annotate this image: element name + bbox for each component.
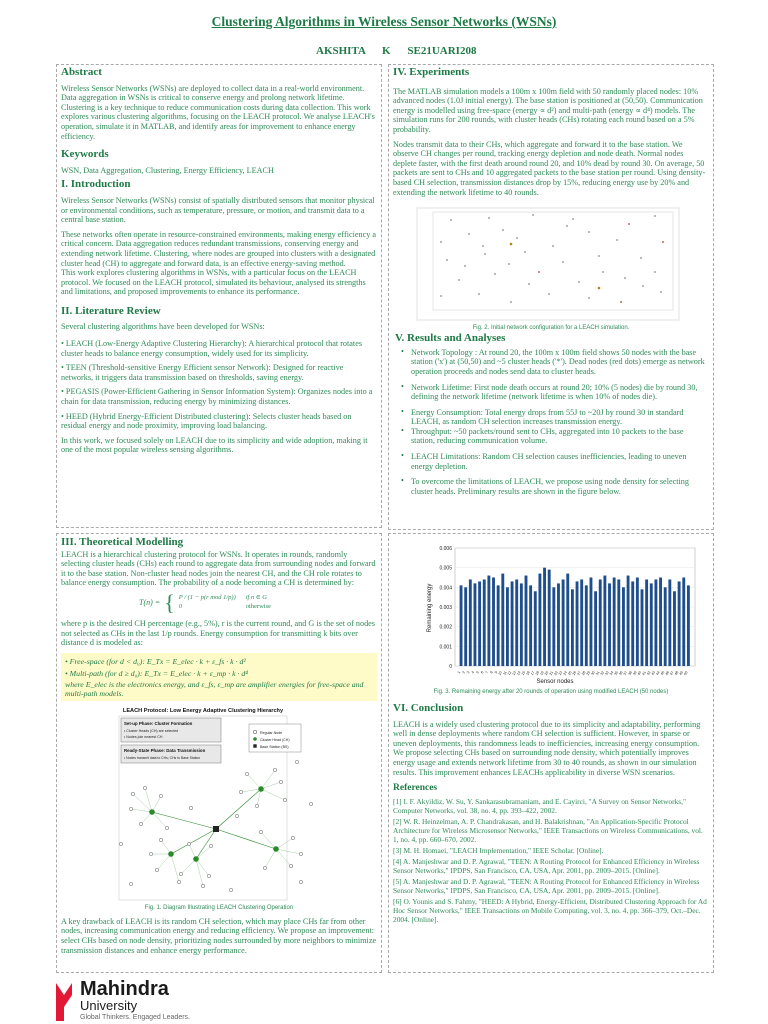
references-list <box>393 797 709 924</box>
cluster-head-icon <box>149 809 155 815</box>
chart-xtick-label: 32 <box>599 670 606 676</box>
author-name: AKSHITA K <box>316 45 391 57</box>
plot2-node-point <box>616 239 618 241</box>
chart-bar <box>631 581 634 666</box>
lit-item-heed: • HEED (Hybrid Energy-Efficient Distributed clustering): Selects cluster heads based on residual energy and node proximity, improving load balancing. <box>61 411 352 431</box>
chart-xtick-label: 16 <box>525 670 531 676</box>
reference-item: [3] M. H. Homaei, "LEACH Implementation," IEEE Scholar. [Online]. <box>393 845 604 855</box>
result-throughput: • Throughput: ~50 packets/round sent to CHs, aggregated into 10 packets to the base station, reducing communication volume. <box>401 427 709 446</box>
chart-bar <box>576 581 579 666</box>
reference-item: [2] W. R. Heinzelman, A. P. Chandrakasan, and H. Balakrishnan, "An Application-Specific Protocol Architecture for Wireless Microsensor Networks," IEEE Transactions on Wireless Communications, vol. 1, no. 4, pp. 660–670, 2002. <box>393 816 703 844</box>
equation-cond2: otherwise <box>245 603 272 611</box>
regular-node-icon <box>279 780 282 783</box>
legend-regular-node: Regular Node <box>260 730 283 735</box>
chart-xtick-label: 23 <box>557 670 564 676</box>
chart-bar <box>664 587 667 666</box>
plot2-node-point <box>510 301 512 303</box>
poster-title: Clustering Algorithms in Wireless Sensor Networks (WSNs) <box>211 14 557 29</box>
experiments-heading: IV. Experiments <box>393 66 470 78</box>
chart-xtick-label: 36 <box>618 670 624 676</box>
chart-bar <box>613 578 616 667</box>
equation-case1: P / (1 − p(r mod 1/p)) <box>178 594 236 602</box>
right-column-top <box>393 68 709 502</box>
equation-case2: 0 <box>178 603 182 611</box>
energy-model-where: where E_elec is the electronics energy, and ε_fs, ε_mp are amplifier energies for free-space and multi-path models. <box>65 679 364 698</box>
regular-node-icon <box>179 872 182 875</box>
plot2-node-point <box>502 229 504 231</box>
chart-bar <box>511 581 514 666</box>
remaining-energy-chart <box>393 538 709 700</box>
regular-node-icon <box>155 868 158 871</box>
chart-xtick-label: 13 <box>511 670 517 676</box>
chart-bar <box>645 579 648 666</box>
chart-bar <box>529 585 532 666</box>
chart-bar <box>552 587 555 666</box>
chart-bar <box>538 574 541 666</box>
plot2-node-point <box>588 231 590 233</box>
chart-xtick-label: 43 <box>650 670 657 676</box>
result-limitations: • LEACH Limitations: Random CH selection causes inefficiencies, leading to uneven energy depletion. <box>401 452 709 471</box>
chart-bar <box>585 585 588 666</box>
plot2-node-point <box>516 237 518 239</box>
chart-bar <box>627 576 630 666</box>
regular-node-icon <box>143 786 146 789</box>
regular-node-icon <box>273 768 276 771</box>
plot2-node-point <box>552 245 554 247</box>
chart-xtick-label: 14 <box>516 670 522 676</box>
chart-xtick-label: 26 <box>571 670 578 676</box>
chart-xtick-label: 25 <box>567 670 573 676</box>
chart-xtick-label: 34 <box>608 670 615 676</box>
plot2-cluster-head <box>598 287 601 290</box>
lit-item-leach: • LEACH (Low-Energy Adaptive Clustering Hierarchy): A hierarchical protocol that rotates cluster heads to balance energy consumption, widely used for its simplicity. <box>61 339 363 358</box>
chart-bar <box>687 585 690 666</box>
chart-xtick-label: 5 <box>475 670 480 675</box>
conclusion-heading: VI. Conclusion <box>393 702 464 714</box>
chart-ytick-label: 0.003 <box>439 605 452 611</box>
plot2-node-point <box>640 257 642 259</box>
chart-bar <box>483 579 486 666</box>
plot2-node-point <box>642 285 644 287</box>
chart-xtick-label: 10 <box>497 670 504 676</box>
plot2-node-point <box>538 271 540 273</box>
plot2-node-point <box>578 281 580 283</box>
chart-xtick-label: 19 <box>539 670 545 676</box>
plot2-node-point <box>654 271 656 273</box>
plot2-node-point <box>464 265 466 267</box>
lit-intro: Several clustering algorithms have been developed for WSNs: <box>61 322 265 332</box>
cluster-head-icon <box>193 856 199 862</box>
chart-bar <box>469 579 472 666</box>
regular-node-icon <box>289 864 292 867</box>
plot2-node-point <box>440 241 442 243</box>
theory-p1: LEACH is a hierarchical clustering protocol for WSNs. It operates in rounds, randomly selecting cluster heads (CHs) each round to aggregate data from surrounding nodes and forward it to the base station. Non-cluster head nodes join the nearest CH, and the CH role rotates to balance energy consumption. The probability of a node becoming a CH is determined by: <box>61 549 376 588</box>
chart-bar <box>543 568 546 666</box>
setup-item-1: • Cluster Heads (CH) are selected <box>124 728 179 733</box>
left-column-bottom <box>61 538 377 960</box>
plot2-node-point <box>440 295 442 297</box>
plot2-node-point <box>532 214 534 216</box>
chart-xtick-label: 47 <box>669 670 675 676</box>
regular-node-icon <box>207 874 210 877</box>
plot2-node-point <box>548 293 550 295</box>
lit-closing: In this work, we focused solely on LEACH due to its simplicity and wide adoption, making it one of the most popular wireless sensing algorithms. <box>61 435 368 455</box>
chart-bar <box>659 578 662 667</box>
logo-name: Mahindra <box>80 978 169 1000</box>
plot2-node-point <box>478 293 480 295</box>
result-lifetime: • Network Lifetime: First node death occurs at round 20; 10% (5 nodes) die by round 30, defining the network lifetime (network lifetime is when 10% of nodes die). <box>401 383 709 402</box>
leach-diagram <box>61 704 377 914</box>
chart-xtick-label: 11 <box>502 670 508 676</box>
regular-node-icon <box>129 807 132 810</box>
plot2-node-point <box>660 291 662 293</box>
chart-xtick-label: 44 <box>655 670 661 676</box>
chart-bar <box>650 583 653 666</box>
reference-item: [5] A. Manjeshwar and D. P. Agrawal, "TEEN: A Routing Protocol for Enhanced Efficiency in Wireless Sensor Networks," IPDPS, San Francisco, CA, USA, Apr. 2001, pp. 2009–2015. [Online]. <box>393 876 700 895</box>
plot2-node-point <box>528 283 530 285</box>
chart-xtick-label: 7 <box>484 670 490 675</box>
chart-bar <box>474 583 477 666</box>
abstract-heading: Abstract <box>61 66 102 78</box>
plot2-cluster-head <box>510 243 513 246</box>
left-column-top <box>61 68 377 460</box>
chart-bar <box>590 578 593 667</box>
chart-xtick-label: 9 <box>493 670 499 675</box>
chart-bar <box>492 578 495 667</box>
chart-bar <box>668 579 671 666</box>
chart-xlabel: Sensor nodes <box>536 679 574 685</box>
equation-cases <box>179 594 271 611</box>
experiments-p2: Nodes transmit data to their CHs, which aggregate and forward it to the base station. We observe CH changes per round, tracking energy depletion and node death. Normal nodes deplete faster, with the first death around round 20, and 10% dead by round 30. On average, 50 packets are sent to CHs and 10 aggregated packets to the base station per round. Using density-based CH selection, transmission distances drop by 15%, reducing energy use by 20% and extending the network lifetime to 40 rounds. <box>393 139 706 197</box>
equation-brace: { <box>164 589 175 615</box>
regular-node-icon <box>229 888 232 891</box>
plot2-node-point <box>458 279 460 281</box>
chart-xtick-label: 40 <box>636 670 643 676</box>
chart-xtick-label: 3 <box>466 670 471 675</box>
regular-node-icon <box>299 852 302 855</box>
theory-p2: where p is the desired CH percentage (e.g., 5%), r is the current round, and G is the set of nodes not selected as CHs in the last 1/p rounds. Energy consumption for transmitting k bits over distance d is modeled as: <box>61 618 375 648</box>
chart-bar <box>548 570 551 666</box>
chart-xtick-label: 1 <box>456 670 462 675</box>
regular-node-icon <box>189 806 192 809</box>
energy-model-box <box>61 653 377 701</box>
plot2-node-point <box>450 219 452 221</box>
chart-xtick-label: 27 <box>576 670 582 676</box>
lit-heading: II. Literature Review <box>61 304 161 317</box>
chart-bar <box>678 581 681 666</box>
chart-xtick-label: 4 <box>470 670 476 675</box>
chart-bar <box>622 587 625 666</box>
regular-node-icon <box>165 826 168 829</box>
fig3-caption: Fig. 3. Remaining energy after 20 rounds of operation using modified LEACH (50 nodes) <box>433 689 669 695</box>
regular-node-icon <box>187 842 190 845</box>
chart-bar <box>506 587 509 666</box>
regular-node-icon <box>131 792 134 795</box>
legend-cluster-head: Cluster Head (CH) <box>260 737 290 742</box>
result-energy: • Energy Consumption: Total energy drops from 55J to ~20J by round 30 in standard LEACH, as random CH selection increases transmission energy. <box>401 408 709 427</box>
chart-bar <box>520 583 523 666</box>
diagram-title: LEACH Protocol: Low Energy Adaptive Clustering Hierarchy <box>122 707 284 714</box>
results-heading: V. Results and Analyses <box>395 332 506 345</box>
plot2-node-point <box>588 297 590 299</box>
regular-node-icon <box>159 838 162 841</box>
reference-item: [6] O. Younis and S. Fahmy, "HEED: A Hybrid, Energy-Efficient, Distributed Clustering Approach for Ad Hoc Sensor Networks," IEEE Transactions on Mobile Computing, vol. 3, no. 4, pp. 366–379, Oct.–Dec. 2004. [Online]. <box>393 896 707 924</box>
chart-xtick-label: 29 <box>585 670 592 676</box>
author-line <box>316 45 476 57</box>
chart-ytick-label: 0.004 <box>439 585 452 592</box>
regular-node-icon <box>235 814 238 817</box>
logo-tagline: Global Thinkers. Engaged Leaders. <box>80 1014 190 1021</box>
chart-bar <box>497 585 500 666</box>
legend-base-station: Base Station (BS) <box>260 744 289 749</box>
chart-bar <box>501 574 504 666</box>
regular-node-icon <box>209 844 212 847</box>
regular-node-icon <box>263 866 266 869</box>
chart-xtick-label: 37 <box>622 670 629 676</box>
conclusion-p2: We propose selecting CHs based on surrounding node density, which potentially improves energy usage and extends network lifetime from 30 to 40 rounds, as shown in our simulation results. This improvement enhances LEACHs applicability in diverse WSN scenarios. <box>393 748 697 777</box>
theory-heading: III. Theoretical Modelling <box>61 536 184 548</box>
mahindra-mark-icon <box>54 979 74 1021</box>
network-config-plot <box>393 202 709 332</box>
chart-bar <box>636 578 639 667</box>
plot2-node-point <box>620 301 622 303</box>
chart-xtick-label: 39 <box>632 670 638 676</box>
chart-bar <box>515 579 518 666</box>
plot2-node-point <box>572 218 574 220</box>
legend-regular-node-icon <box>253 730 257 734</box>
fig1-caption: Fig. 1. Diagram Illustrating LEACH Clustering Operation <box>144 904 294 911</box>
chart-xtick-label: 8 <box>489 670 494 675</box>
results-list <box>393 348 709 497</box>
chart-bar <box>460 585 463 666</box>
plot2-node-point <box>484 253 486 255</box>
chart-xtick-label: 35 <box>613 670 620 676</box>
steady-phase-title: Ready-State Phase: Data Transmission <box>124 747 206 753</box>
chart-bar <box>566 574 569 666</box>
plot2-node-point <box>654 215 656 217</box>
chart-xtick-label: 21 <box>548 670 555 676</box>
result-topology: • Network Topology : At round 20, the 100m x 100m field shows 50 nodes with the base station ('x') at (50,50) and ~5 cluster heads ('*'). Dead nodes (red dots) emerge as network operation proceeds and nodes send data to cluster heads. <box>401 348 709 377</box>
regular-node-icon <box>295 760 298 763</box>
regular-node-icon <box>129 882 132 885</box>
chart-xtick-label: 49 <box>678 670 684 676</box>
cluster-head-icon <box>168 851 174 857</box>
plot2-node-point <box>624 277 626 279</box>
chart-bar <box>599 579 602 666</box>
chart-bar <box>580 579 583 666</box>
chart-bar <box>594 591 597 666</box>
chart-bar <box>608 583 611 666</box>
regular-node-icon <box>309 802 312 805</box>
plot2-node-point <box>562 261 564 263</box>
chart-bar <box>641 589 644 666</box>
chart-ytick-label: 0.005 <box>439 565 452 572</box>
regular-node-icon <box>245 772 248 775</box>
chart-xtick-label: 45 <box>659 670 666 676</box>
ch-probability-equation <box>139 590 377 616</box>
chart-xtick-label: 2 <box>461 670 466 675</box>
chart-bar <box>654 579 657 666</box>
regular-node-icon <box>177 880 180 883</box>
chart-xtick-label: 12 <box>506 670 513 676</box>
theory-p3: A key drawback of LEACH is its random CH selection, which may place CHs far from other nodes, increasing communication energy and reducing efficiency. We propose an improvement: select CHs based on node density, prioritizing nodes surrounded by more neighbors to minimize transmission distances and enhance energy performance. <box>61 916 377 955</box>
chart-bar <box>525 576 528 666</box>
regular-node-icon <box>159 794 162 797</box>
regular-node-icon <box>291 836 294 839</box>
chart-ytick-label: 0.006 <box>439 546 452 552</box>
fig2-caption: Fig. 2. Initial network configuration for a LEACH simulation. <box>472 325 630 332</box>
intro-p2: These networks often operate in resource-constrained environments, making energy efficiency a critical concern. Data aggregation reduces redundant transmissions, conserving energy and extending network lifetime. Clustering, where nodes are grouped into clusters with a designated cluster head (CH) to aggregate and forward data, is an effective energy-saving method. <box>61 229 377 268</box>
author-roll: SE21UARI208 <box>407 45 477 57</box>
plot2-axes <box>433 212 673 310</box>
chart-xtick-label: 31 <box>594 670 601 676</box>
chart-xtick-label: 6 <box>479 670 485 675</box>
plot2-node-point <box>482 245 484 247</box>
cluster-head-icon <box>273 846 279 852</box>
regular-node-icon <box>299 880 302 883</box>
legend-base-station-icon <box>253 744 256 747</box>
abstract-text: Wireless Sensor Networks (WSNs) are deployed to collect data in a real-world environment. Data aggregation in WSNs is critical to conserve energy and prolong network lifetime. Clustering is a key technique to reduce communication costs during data collection. This work explores various clustering algorithms, focusing on the LEACH protocol. We analyse LEACH's operation, simulate it in MATLAB, and identify areas for improvement to enhance energy efficiency. <box>61 83 375 141</box>
free-space-model: • Free-space (for d < d₀): E_Tx = E_elec · k + ε_fs · k · d² <box>65 656 246 666</box>
university-logo <box>54 978 254 1022</box>
chart-xtick-label: 20 <box>543 670 550 676</box>
plot2-node-point <box>508 263 510 265</box>
references-heading: References <box>393 783 438 794</box>
regular-node-icon <box>149 852 152 855</box>
chart-bar <box>571 589 574 666</box>
chart-bar <box>617 579 620 666</box>
reference-item: [4] A. Manjeshwar and D. P. Agrawal, "TEEN: A Routing Protocol for Enhanced Efficiency in Wireless Sensor Networks," IPDPS, San Francisco, CA, USA, Apr. 2001, pp. 2009–2015. [Online]. <box>393 856 700 875</box>
plot2-node-point <box>468 233 470 235</box>
equation-cond1: if n ∈ G <box>245 594 267 602</box>
cluster-head-icon <box>258 786 264 792</box>
setup-item-2: • Nodes join nearest CH <box>124 734 163 739</box>
chart-xtick-label: 50 <box>683 670 689 676</box>
chart-xtick-label: 33 <box>604 670 610 676</box>
chart-xtick-label: 42 <box>646 670 652 676</box>
base-station-icon <box>213 826 219 832</box>
experiments-p1: The MATLAB simulation models a 100m x 100m field with 50 randomly placed nodes: 10% advanced nodes (1.0J initial energy). The base station is positioned at (50,50). Communication energy is modelled using free-space (energy ∝ d²) and multi-path (energy ∝ d⁴) models. The simulation runs for 200 rounds, with cluster heads (CHs) rotating each round based on a 5% probability. <box>393 86 703 134</box>
chart-xtick-label: 18 <box>534 670 541 676</box>
right-column-bottom <box>393 538 709 926</box>
chart-bar <box>534 591 537 666</box>
legend-cluster-head-icon <box>253 737 257 741</box>
chart-xtick-label: 38 <box>627 670 633 676</box>
result-proposal: • To overcome the limitations of LEACH, we propose using node density for selecting cluster heads. Preliminary results are shown in the figure below. <box>401 477 709 496</box>
reference-item: [1] I. F. Akyildiz, W. Su, Y. Sankarasubramaniam, and E. Cayirci, "A Survey on Sensor Networks," Computer Networks, vol. 38, no. 4, pp. 393–422, 2002. <box>393 796 687 815</box>
chart-ytick-label: 0 <box>449 664 452 670</box>
regular-node-icon <box>283 798 286 801</box>
equation-lhs: T(n) = <box>139 598 161 608</box>
intro-heading: I. Introduction <box>61 178 131 191</box>
regular-node-icon <box>239 790 242 793</box>
lit-item-teen: • TEEN (Threshold-sensitive Energy Efficient sensor Network): Designed for reactive networks, it triggers data transmission based on thresholds, saving energy. <box>61 363 344 382</box>
plot2-node-point <box>598 255 600 257</box>
regular-node-icon <box>201 884 204 887</box>
chart-xtick-label: 48 <box>673 670 680 676</box>
chart-xtick-label: 28 <box>581 670 587 676</box>
steady-item-1: • Nodes transmit data to CHs; CHs to Base Station <box>124 755 201 760</box>
chart-bar <box>562 579 565 666</box>
plot2-node-point <box>602 271 604 273</box>
regular-node-icon <box>255 804 258 807</box>
plot2-node-point <box>524 251 526 253</box>
plot2-node-point <box>628 223 630 225</box>
regular-node-icon <box>119 842 122 845</box>
plot2-node-point <box>566 225 568 227</box>
regular-node-icon <box>139 822 142 825</box>
chart-ylabel: Remaining energy <box>427 583 433 633</box>
keywords-heading: Keywords <box>61 148 109 161</box>
plot2-node-point <box>494 273 496 275</box>
chart-xtick-label: 22 <box>553 670 559 676</box>
chart-xtick-label: 15 <box>520 670 527 676</box>
logo-sub: University <box>80 998 138 1013</box>
regular-node-icon <box>259 830 262 833</box>
multi-path-model: • Multi-path (for d ≥ d₀): E_Tx = E_elec · k + ε_mp · k · d⁴ <box>65 668 249 678</box>
chart-layer <box>439 546 695 676</box>
chart-bar <box>682 578 685 667</box>
chart-bar <box>673 591 676 666</box>
conclusion-p1: LEACH is a widely used clustering protocol due to its simplicity and adaptability, performing well in dense deployments where random CH selection is sufficient. However, in sparse or uneven deployments, this randomness leads to inefficiencies, increasing energy consumption. <box>393 719 701 748</box>
chart-xtick-label: 30 <box>590 670 596 676</box>
chart-xtick-label: 17 <box>530 670 536 676</box>
chart-bar <box>557 583 560 666</box>
keywords-text: WSN, Data Aggregation, Clustering, Energy Efficiency, LEACH <box>61 165 274 175</box>
setup-phase-title: Set-up Phase: Cluster Formation <box>124 720 193 726</box>
chart-ytick-label: 0.001 <box>439 644 452 651</box>
intro-p1: Wireless Sensor Networks (WSNs) consist of spatially distributed sensors that monitor physical or environmental conditions, such as temperature, pressure, or motion, and transmit data to a central base station. <box>61 195 375 225</box>
chart-bar <box>478 581 481 666</box>
lit-item-pegasis: • PEGASIS (Power-Efficient Gathering in Sensor Information System): Organizes nodes into a chain for data transmission, reducing energy by minimizing distances. <box>61 387 373 407</box>
intro-p3: This work explores clustering algorithms in WSNs, with a particular focus on the LEACH protocol. We focused on the LEACH protocol, simulated its behaviour, analysed its strengths and limitations, and proposed improvements to enhance its performance. <box>61 268 366 297</box>
plot2-node-point <box>488 217 490 219</box>
chart-xtick-label: 24 <box>562 670 568 676</box>
chart-xtick-label: 41 <box>641 670 647 676</box>
plot2-node-point <box>662 241 664 243</box>
chart-xtick-label: 46 <box>664 670 671 676</box>
chart-bar <box>487 576 490 666</box>
chart-bar <box>464 587 467 666</box>
plot2-node-point <box>446 259 448 261</box>
chart-bar <box>603 576 606 666</box>
chart-ytick-label: 0.002 <box>439 624 452 631</box>
